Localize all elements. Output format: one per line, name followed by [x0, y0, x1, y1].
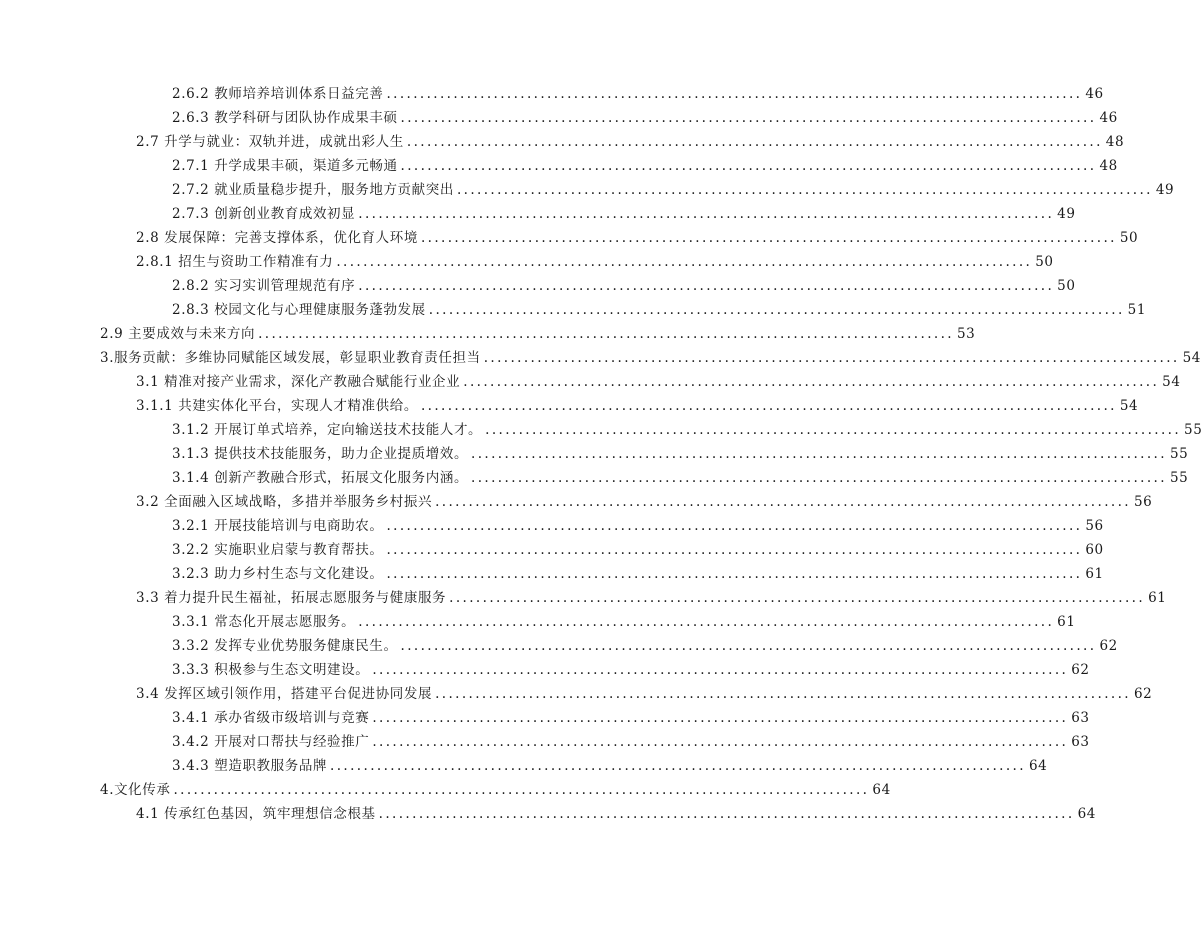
toc-leader-dots: ........................................................................................................ — [386, 542, 1083, 558]
toc-leader-dots: ........................................................................................................ — [372, 710, 1069, 726]
toc-entry[interactable] — [100, 323, 976, 345]
toc-entry-page: 48 — [1099, 158, 1118, 174]
toc-leader-dots: ........................................................................................................ — [420, 398, 1117, 414]
toc-entry[interactable] — [172, 83, 1104, 105]
toc-entry[interactable] — [172, 419, 1202, 441]
toc-leader-dots: ........................................................................................................ — [173, 782, 870, 798]
toc-entry-title: 3.3.1 常态化开展志愿服务。 — [172, 614, 356, 630]
toc-entry-title: 2.7.2 就业质量稳步提升，服务地方贡献突出 — [172, 182, 454, 198]
toc-leader-dots: ........................................................................................................ — [336, 254, 1033, 270]
toc-entry-title: 3.2.2 实施职业启蒙与教育帮扶。 — [172, 542, 384, 558]
toc-leader-dots: ........................................................................................................ — [258, 326, 954, 342]
toc-leader-dots: ........................................................................................................ — [386, 518, 1083, 534]
toc-entry[interactable] — [100, 779, 891, 801]
toc-entry-title: 3.3 着力提升民生福祉，拓展志愿服务与健康服务 — [136, 590, 447, 606]
toc-entry[interactable] — [172, 635, 1118, 657]
toc-entry-title: 3.2.1 开展技能培训与电商助农。 — [172, 518, 384, 534]
toc-entry-page: 61 — [1085, 566, 1104, 582]
toc-leader-dots: ........................................................................................................ — [372, 662, 1069, 678]
toc-leader-dots: ........................................................................................................ — [358, 614, 1055, 630]
toc-entry-title: 2.9 主要成效与未来方向 — [100, 326, 256, 342]
toc-entry[interactable] — [136, 395, 1139, 417]
toc-entry-title: 2.7.1 升学成果丰硕，渠道多元畅通 — [172, 158, 398, 174]
toc-entry-page: 55 — [1184, 422, 1202, 438]
toc-entry[interactable] — [172, 707, 1090, 729]
toc-entry-page: 62 — [1099, 638, 1118, 654]
toc-entry-page: 64 — [1077, 806, 1096, 822]
toc-leader-dots: ........................................................................................................ — [386, 566, 1083, 582]
toc-entry-title: 3.2.3 助力乡村生态与文化建设。 — [172, 566, 384, 582]
toc-entry[interactable] — [172, 563, 1104, 585]
toc-entry-title: 3.4.3 塑造职教服务品牌 — [172, 758, 328, 774]
toc-entry[interactable] — [136, 371, 1181, 393]
toc-entry-title: 3.4.1 承办省级市级培训与竞赛 — [172, 710, 370, 726]
toc-entry-page: 61 — [1148, 590, 1167, 606]
toc-entry-title: 2.6.3 教学科研与团队协作成果丰硕 — [172, 110, 398, 126]
toc-entry-page: 64 — [1028, 758, 1048, 774]
toc-entry-title: 3.3.2 发挥专业优势服务健康民生。 — [172, 638, 398, 654]
toc-entry-title: 3.4 发挥区域引领作用，搭建平台促进协同发展 — [136, 686, 433, 702]
toc-leader-dots: ........................................................................................................ — [358, 206, 1055, 222]
toc-entry[interactable] — [172, 659, 1090, 681]
toc-entry-title: 3.4.2 开展对口帮扶与经验推广 — [172, 734, 370, 750]
toc-leader-dots: ........................................................................................................ — [400, 158, 1097, 174]
toc-entry-page: 55 — [1169, 446, 1189, 462]
toc-entry-title: 2.8.3 校园文化与心理健康服务蓬勃发展 — [172, 302, 426, 318]
toc-entry-title: 2.7 升学与就业：双轨并进，成就出彩人生 — [136, 134, 404, 150]
toc-entry-page: 53 — [956, 326, 976, 342]
toc-entry[interactable] — [136, 251, 1054, 273]
toc-entry-title: 4.1 传承红色基因，筑牢理想信念根基 — [136, 806, 376, 822]
toc-entry-page: 56 — [1085, 518, 1104, 534]
toc-entry-page: 60 — [1085, 542, 1104, 558]
toc-entry-title: 3.2 全面融入区域战略，多措并举服务乡村振兴 — [136, 494, 433, 510]
toc-entry-page: 48 — [1105, 134, 1125, 150]
toc-entry-page: 46 — [1099, 110, 1118, 126]
toc-entry[interactable] — [172, 203, 1076, 225]
toc-entry[interactable] — [172, 179, 1175, 201]
toc-entry[interactable] — [136, 587, 1167, 609]
toc-entry-title: 3.1.2 开展订单式培养，定向输送技术技能人才。 — [172, 422, 483, 438]
toc-entry-page: 49 — [1155, 182, 1175, 198]
toc-leader-dots: ........................................................................................................ — [428, 302, 1125, 318]
toc-entry-page: 63 — [1071, 710, 1090, 726]
toc-leader-dots: ........................................................................................................ — [456, 182, 1153, 198]
toc-leader-dots: ........................................................................................................ — [463, 374, 1160, 390]
toc-leader-dots: ........................................................................................................ — [400, 110, 1097, 126]
toc-entry[interactable] — [172, 275, 1076, 297]
toc-leader-dots: ........................................................................................................ — [400, 638, 1097, 654]
toc-leader-dots: ........................................................................................................ — [485, 422, 1182, 438]
toc-entry-title: 3.3.3 积极参与生态文明建设。 — [172, 662, 370, 678]
toc-entry[interactable] — [172, 539, 1104, 561]
toc-entry[interactable] — [136, 227, 1139, 249]
toc-entry-page: 50 — [1119, 230, 1139, 246]
toc-entry[interactable] — [136, 131, 1125, 153]
toc-entry-title: 2.8.1 招生与资助工作精准有力 — [136, 254, 334, 270]
toc-entry-title: 2.8.2 实习实训管理规范有序 — [172, 278, 356, 294]
toc-entry-page: 64 — [872, 782, 891, 798]
toc-entry-title: 3.1.3 提供技术技能服务，助力企业提质增效。 — [172, 446, 469, 462]
toc-entry[interactable] — [172, 299, 1147, 321]
toc-entry-page: 54 — [1182, 350, 1201, 366]
toc-leader-dots: ........................................................................................................ — [406, 134, 1103, 150]
toc-entry-title: 4.文化传承 — [100, 782, 171, 798]
toc-entry[interactable] — [136, 491, 1153, 513]
toc-leader-dots: ........................................................................................................ — [378, 806, 1075, 822]
toc-leader-dots: ........................................................................................................ — [330, 758, 1026, 774]
toc-entry[interactable] — [136, 683, 1153, 705]
toc-entry-page: 46 — [1085, 86, 1104, 102]
toc-leader-dots: ........................................................................................................ — [449, 590, 1146, 606]
toc-entry-page: 49 — [1057, 206, 1076, 222]
toc-leader-dots: ........................................................................................................ — [471, 446, 1167, 462]
toc-entry-title: 2.6.2 教师培养培训体系日益完善 — [172, 86, 384, 102]
toc-entry-title: 3.1 精准对接产业需求，深化产教融合赋能行业企业 — [136, 374, 461, 390]
toc-entry-title: 2.8 发展保障：完善支撑体系，优化育人环境 — [136, 230, 418, 246]
toc-entry[interactable] — [172, 155, 1118, 177]
toc-entry-title: 3.1.4 创新产教融合形式，拓展文化服务内涵。 — [172, 470, 469, 486]
toc-entry-page: 61 — [1057, 614, 1076, 630]
toc-leader-dots: ........................................................................................................ — [358, 278, 1055, 294]
toc-entry[interactable] — [136, 803, 1096, 825]
toc-leader-dots: ........................................................................................................ — [435, 686, 1131, 702]
toc-leader-dots: ........................................................................................................ — [372, 734, 1069, 750]
toc-entry[interactable] — [172, 467, 1189, 489]
toc-entry-page: 62 — [1071, 662, 1090, 678]
toc-entry-page: 50 — [1057, 278, 1076, 294]
toc-entry[interactable] — [100, 347, 1201, 369]
toc-entry-title: 2.7.3 创新创业教育成效初显 — [172, 206, 356, 222]
toc-leader-dots: ........................................................................................................ — [386, 86, 1083, 102]
toc-entry[interactable] — [172, 755, 1048, 777]
toc-entry-page: 54 — [1162, 374, 1181, 390]
toc-entry[interactable] — [172, 515, 1104, 537]
toc-entry-page: 51 — [1127, 302, 1147, 318]
toc-entry-title: 3.1.1 共建实体化平台，实现人才精准供给。 — [136, 398, 418, 414]
toc-entry[interactable] — [172, 611, 1076, 633]
toc-entry-page: 63 — [1071, 734, 1090, 750]
toc-entry[interactable] — [172, 731, 1090, 753]
toc-entry-page: 62 — [1133, 686, 1153, 702]
toc-leader-dots: ........................................................................................................ — [420, 230, 1117, 246]
toc-leader-dots: ........................................................................................................ — [471, 470, 1167, 486]
toc-leader-dots: ........................................................................................................ — [483, 350, 1180, 366]
toc-entry[interactable] — [172, 443, 1189, 465]
toc-entry-page: 56 — [1133, 494, 1153, 510]
toc-entry-page: 55 — [1169, 470, 1189, 486]
toc-leader-dots: ........................................................................................................ — [435, 494, 1131, 510]
toc-entry-page: 54 — [1119, 398, 1139, 414]
toc-entry-page: 50 — [1035, 254, 1054, 270]
toc-entry-title: 3.服务贡献：多维协同赋能区域发展，彰显职业教育责任担当 — [100, 350, 481, 366]
toc-entry[interactable] — [172, 107, 1118, 129]
